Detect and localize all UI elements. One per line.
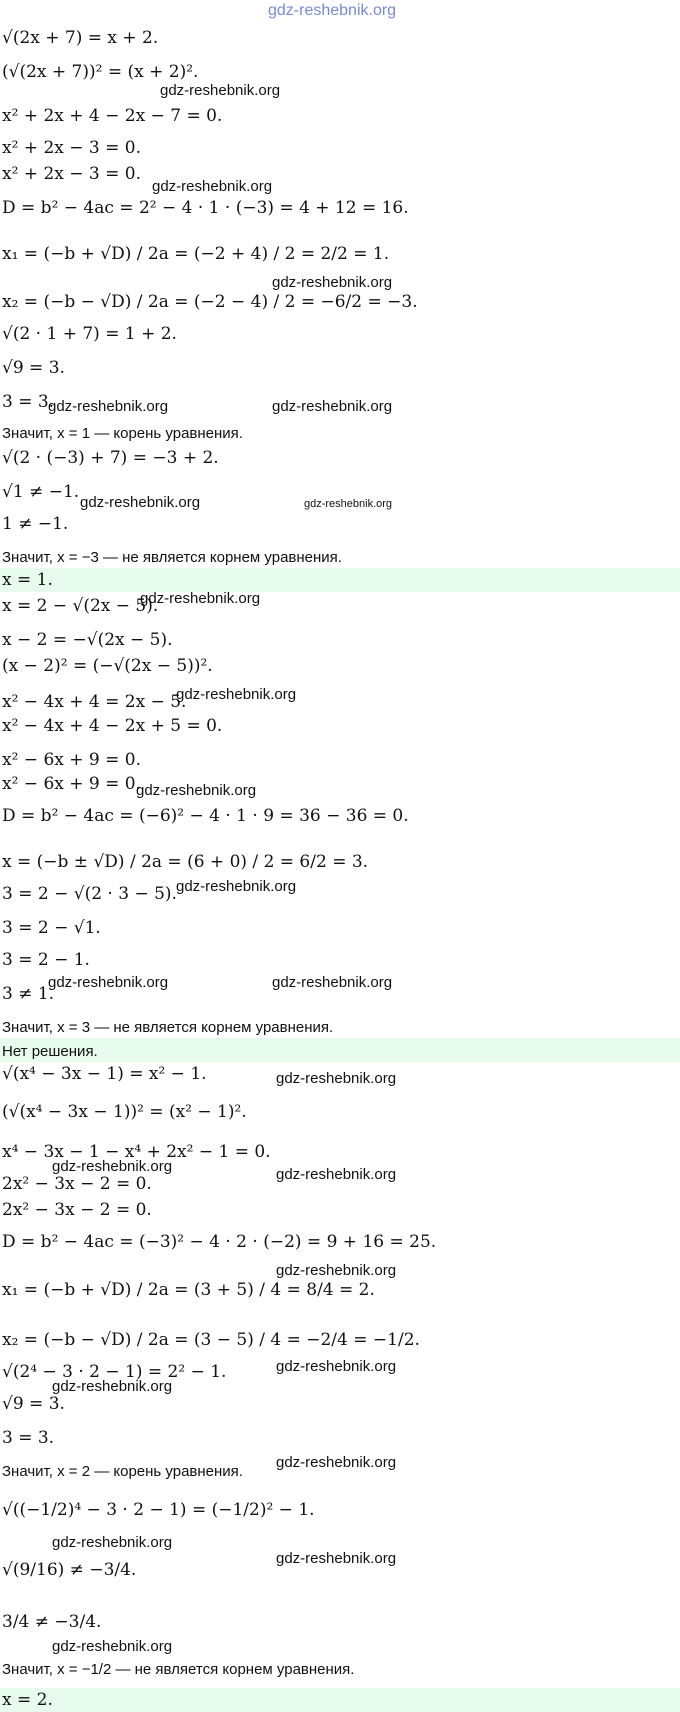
solution-line: √(2⁴ − 3 · 2 − 1) = 2² − 1. xyxy=(2,1362,227,1382)
solution-line: 1 ≠ −1. xyxy=(2,514,69,534)
watermark: gdz-reshebnik.org xyxy=(140,590,261,607)
solution-line: 3 ≠ 1. xyxy=(2,984,55,1004)
solution-line: x₂ = (−b − √D) / 2a = (3 − 5) / 4 = −2/4 = −1/2. xyxy=(2,1330,420,1350)
answer-line: x = 1. xyxy=(2,570,53,590)
watermark: gdz-reshebnik.org xyxy=(176,878,297,895)
solution-line: √(x⁴ − 3x − 1) = x² − 1. xyxy=(2,1064,207,1084)
watermark: gdz-reshebnik.org xyxy=(136,782,257,799)
solution-line: √9 = 3. xyxy=(2,1394,65,1414)
solution-line: x² + 2x − 3 = 0. xyxy=(2,138,141,158)
solution-line: x² − 6x + 9 = 0. xyxy=(2,774,141,794)
answer-highlight xyxy=(0,568,680,592)
watermark: gdz-reshebnik.org xyxy=(52,1378,173,1395)
watermark: gdz-reshebnik.org xyxy=(276,1166,397,1183)
solution-line: x² − 4x + 4 = 2x − 5. xyxy=(2,692,187,712)
solution-line: x² + 2x − 3 = 0. xyxy=(2,164,141,184)
answer-highlight xyxy=(0,1688,680,1712)
solution-line: x² − 6x + 9 = 0. xyxy=(2,750,141,770)
solution-line: √1 ≠ −1. xyxy=(2,482,80,502)
solution-line: 3 = 2 − √(2 · 3 − 5). xyxy=(2,884,177,904)
watermark: gdz-reshebnik.org xyxy=(52,1534,173,1551)
solution-line: √(2 · 1 + 7) = 1 + 2. xyxy=(2,324,177,344)
solution-line: x − 2 = −√(2x − 5). xyxy=(2,630,173,650)
solution-line: √(2x + 7) = x + 2. xyxy=(2,28,159,48)
watermark: gdz-reshebnik.org xyxy=(52,1158,173,1175)
solution-line: (√(2x + 7))² = (x + 2)². xyxy=(2,62,199,82)
conclusion-text: Значит, x = −3 — не является корнем уравнения. xyxy=(2,549,342,566)
site-header[interactable]: gdz-reshebnik.org xyxy=(268,2,397,19)
watermark: gdz-reshebnik.org xyxy=(272,274,393,291)
conclusion-text: Значит, x = 2 — корень уравнения. xyxy=(2,1463,243,1480)
watermark: gdz-reshebnik.org xyxy=(48,398,169,415)
watermark: gdz-reshebnik.org xyxy=(276,1550,397,1567)
solution-line: √(9/16) ≠ −3/4. xyxy=(2,1560,137,1580)
solution-line: x₁ = (−b + √D) / 2a = (3 + 5) / 4 = 8/4 = 2. xyxy=(2,1280,375,1300)
watermark: gdz-reshebnik.org xyxy=(176,686,297,703)
solution-line: x⁴ − 3x − 1 − x⁴ + 2x² − 1 = 0. xyxy=(2,1142,271,1162)
solution-line: 3 = 2 − 1. xyxy=(2,950,90,970)
watermark: gdz-reshebnik.org xyxy=(276,1454,397,1471)
watermark: gdz-reshebnik.org xyxy=(272,974,393,991)
solution-line: x = 2 − √(2x − 5). xyxy=(2,596,159,616)
conclusion-text: Значит, x = 1 — корень уравнения. xyxy=(2,425,243,442)
solution-line: x² − 4x + 4 − 2x + 5 = 0. xyxy=(2,716,223,736)
watermark: gdz-reshebnik.org xyxy=(276,1358,397,1375)
solution-line: D = b² − 4ac = (−6)² − 4 · 1 · 9 = 36 − 36 = 0. xyxy=(2,806,409,826)
solution-line: D = b² − 4ac = 2² − 4 · 1 · (−3) = 4 + 12 = 16. xyxy=(2,198,409,218)
watermark: gdz-reshebnik.org xyxy=(52,1638,173,1655)
watermark: gdz-reshebnik.org xyxy=(80,494,201,511)
solution-line: 3 = 2 − √1. xyxy=(2,918,101,938)
solution-line: (√(x⁴ − 3x − 1))² = (x² − 1)². xyxy=(2,1102,247,1122)
solution-line: √(2 · (−3) + 7) = −3 + 2. xyxy=(2,448,219,468)
watermark: gdz-reshebnik.org xyxy=(272,398,393,415)
answer-line: x = 2. xyxy=(2,1690,53,1710)
watermark: gdz-reshebnik.org xyxy=(304,498,393,510)
solution-line: 3 = 3. xyxy=(2,1428,55,1448)
watermark: gdz-reshebnik.org xyxy=(152,178,273,195)
solution-line: 2x² − 3x − 2 = 0. xyxy=(2,1200,152,1220)
solution-line: x₂ = (−b − √D) / 2a = (−2 − 4) / 2 = −6/2 = −3. xyxy=(2,292,418,312)
solution-line: (x − 2)² = (−√(2x − 5))². xyxy=(2,656,213,676)
watermark: gdz-reshebnik.org xyxy=(276,1070,397,1087)
conclusion-text: Значит, x = −1/2 — не является корнем уравнения. xyxy=(2,1661,355,1678)
conclusion-text: Значит, x = 3 — не является корнем уравнения. xyxy=(2,1019,334,1036)
solution-line: D = b² − 4ac = (−3)² − 4 · 2 · (−2) = 9 + 16 = 25. xyxy=(2,1232,437,1252)
solution-line: 2x² − 3x − 2 = 0. xyxy=(2,1174,152,1194)
solution-line: √9 = 3. xyxy=(2,358,65,378)
solution-line: x² + 2x + 4 − 2x − 7 = 0. xyxy=(2,106,223,126)
solution-line: x₁ = (−b + √D) / 2a = (−2 + 4) / 2 = 2/2 = 1. xyxy=(2,244,390,264)
solution-line: √((−1/2)⁴ − 3 · 2 − 1) = (−1/2)² − 1. xyxy=(2,1500,315,1520)
watermark: gdz-reshebnik.org xyxy=(160,82,281,99)
watermark: gdz-reshebnik.org xyxy=(276,1262,397,1279)
answer-line: Нет решения. xyxy=(2,1043,98,1060)
solution-line: 3 = 3. xyxy=(2,392,55,412)
answer-highlight xyxy=(0,1038,680,1062)
solution-line: 3/4 ≠ −3/4. xyxy=(2,1612,102,1632)
watermark: gdz-reshebnik.org xyxy=(48,974,169,991)
solution-line: x = (−b ± √D) / 2a = (6 + 0) / 2 = 6/2 = 3. xyxy=(2,852,369,872)
